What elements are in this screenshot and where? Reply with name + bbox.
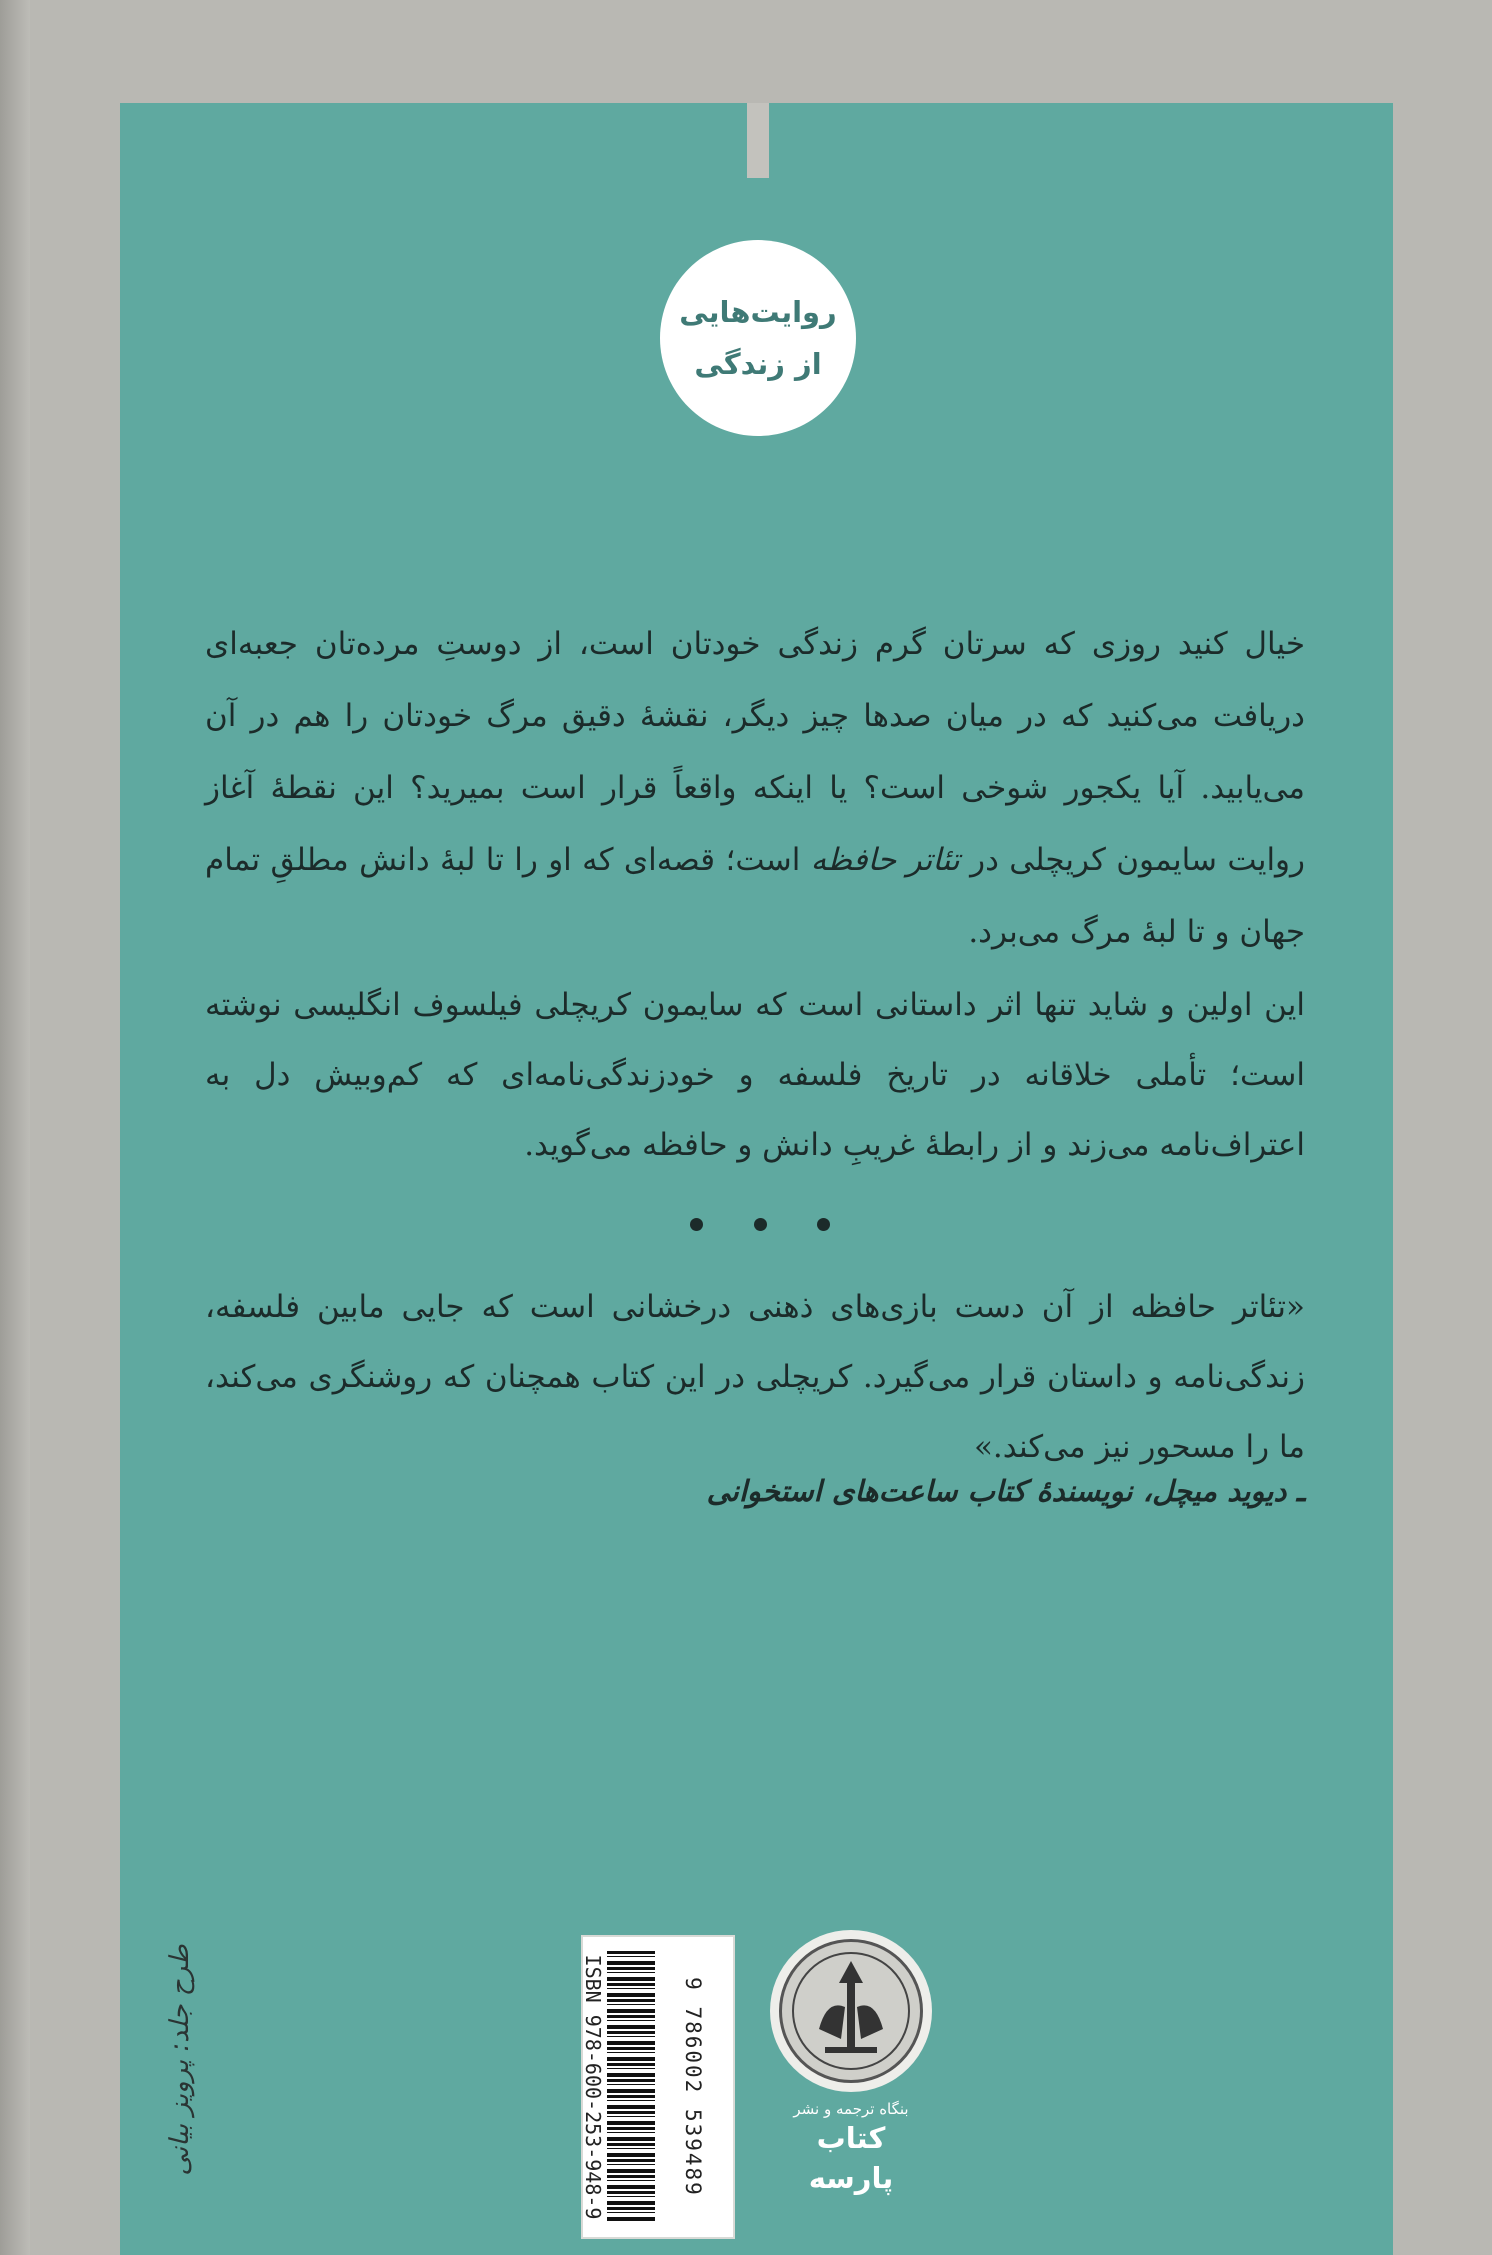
dot <box>754 1218 767 1231</box>
publisher-subtitle: بنگاه ترجمه و نشر <box>793 2100 909 2118</box>
barcode-digits: 9 786002 539489 <box>681 1977 705 2197</box>
paragraph-1-text: خیال کنید روزی که سرتان گرم زندگی خودتان است، از دوستِ مرده‌تان جعبه‌ای دریافت می‌کنید که در میان صدها چیز دیگر، نقشهٔ دقیق مرگ خودتان را هم در آن می‌یابید. آیا یکجور شوخی است؟ یا اینکه واقعاً قرار است بمیرید؟ این نقطهٔ آغاز روایت سایمون کریچلی در <box>205 626 1306 878</box>
quote-text: «تئاتر حافظه از آن دست بازی‌های ذهنی درخشانی است که جایی مابین فلسفه، زندگی‌نامه و داستان قرار می‌گیرد. کریچلی در این کتاب همچنان که روشنگری می‌کند، ما را مسحور نیز می‌کند.» <box>205 1289 1305 1465</box>
dot <box>817 1218 830 1231</box>
series-badge <box>660 240 856 436</box>
review-quote <box>205 1272 1305 1482</box>
publisher-title: کتاب پارسه <box>808 2121 894 2195</box>
dot <box>690 1218 703 1231</box>
badge-line-2: از زندگی <box>694 347 822 381</box>
section-separator <box>690 1218 830 1231</box>
isbn-barcode <box>581 1935 735 2239</box>
barcode-bars <box>607 1951 655 2223</box>
isbn-label: ISBN 978-600-253-948-9 <box>581 1954 605 2220</box>
blurb-paragraph-1 <box>205 608 1305 968</box>
paragraph-1-end: است؛ قصه‌ای که او را تا لبهٔ دانش مطلقِ تمام جهان و تا لبهٔ مرگ می‌برد. <box>205 842 1305 950</box>
cover-designer-credit: طرح جلد: پرویز بیانی <box>165 1944 195 2176</box>
badge-line-1: روایت‌هایی <box>679 295 837 329</box>
quote-attribution: ـ دیوید میچل، نویسندهٔ کتاب ساعت‌های استخوانی <box>706 1474 1305 1508</box>
board-edge <box>0 0 30 2255</box>
publisher-logo <box>770 1930 932 2092</box>
lion-emblem-icon <box>779 1939 923 2083</box>
paragraph-1-book-title: تئاتر حافظه <box>810 842 960 878</box>
publisher-name <box>770 2100 932 2198</box>
blurb-paragraph-2 <box>205 970 1305 1180</box>
paragraph-2-text: این اولین و شاید تنها اثر داستانی است که سایمون کریچلی فیلسوف انگلیسی نوشته است؛ تأملی خلاقانه در تاریخ فلسفه و خودزندگی‌نامه‌ای که کم‌وبیش دل به اعتراف‌نامه می‌زند و از رابطهٔ غریبِ دانش و حافظه می‌گوید. <box>205 987 1305 1163</box>
panel-notch <box>747 103 769 178</box>
